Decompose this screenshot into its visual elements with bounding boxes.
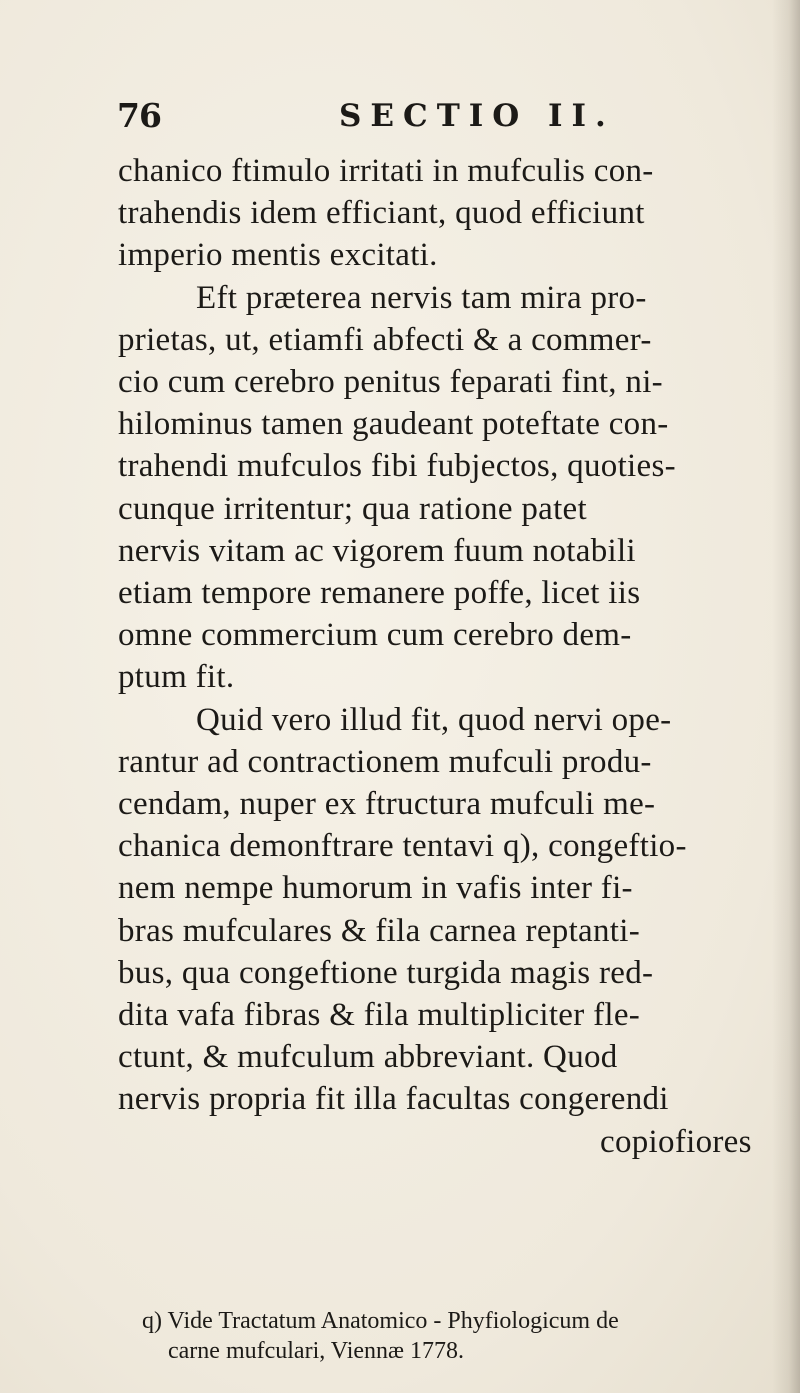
footnote-line: q) Vide Tractatum Anatomico - Phyfiologicum de [142,1308,619,1334]
text-line: cio cum cerebro penitus feparati fint, ni- [118,364,663,401]
text-line: imperio mentis excitati. [118,237,438,274]
text-line: bras mufculares & fila carnea reptanti- [118,912,641,949]
text-line: trahendi mufculos fibi fubjectos, quoties- [118,448,676,485]
footnote [142,1306,762,1366]
text-line: nervis vitam ac vigorem fuum notabili [118,532,636,569]
text-line: nem nempe humorum in vafis inter fi- [118,870,633,907]
text-line: ctunt, & mufculum abbreviant. Quod [118,1039,618,1076]
paragraph-start-line: Eft præterea nervis tam mira pro- [196,279,647,316]
text-line: chanica demonftrare tentavi q), congeftio- [118,828,687,865]
text-line: omne commercium cum cerebro dem- [118,617,632,654]
body-text [118,150,778,1163]
text-line: prietas, ut, etiamfi abfecti & a commer- [118,321,652,358]
text-line: hilominus tamen gaudeant poteftate con- [118,406,669,443]
text-line: bus, qua congeftione turgida magis red- [118,954,654,991]
catchword: copiofiores [600,1123,752,1160]
text-line: nervis propria fit illa facultas congerendi [118,1081,669,1118]
paragraph-start-line: Quid vero illud fit, quod nervi ope- [196,701,672,738]
text-line: cunque irritentur; qua ratione patet [118,490,587,527]
running-header [117,96,677,146]
text-line: cendam, nuper ex ftructura mufculi me- [118,786,656,823]
text-line: dita vafa fibras & fila multipliciter fle- [118,997,641,1034]
text-line: chanico ftimulo irritati in mufculis con- [118,153,654,189]
text-line: trahendis idem efficiant, quod efficiunt [118,195,645,232]
page-number: 76 [117,96,161,135]
text-line: etiam tempore remanere poffe, licet iis [118,575,641,612]
footnote-line: carne mufculari, Viennæ 1778. [168,1338,465,1364]
text-line: ptum fit. [118,659,235,696]
section-title: SECTIO II. [339,98,615,134]
text-line: rantur ad contractionem mufculi produ- [118,743,652,780]
